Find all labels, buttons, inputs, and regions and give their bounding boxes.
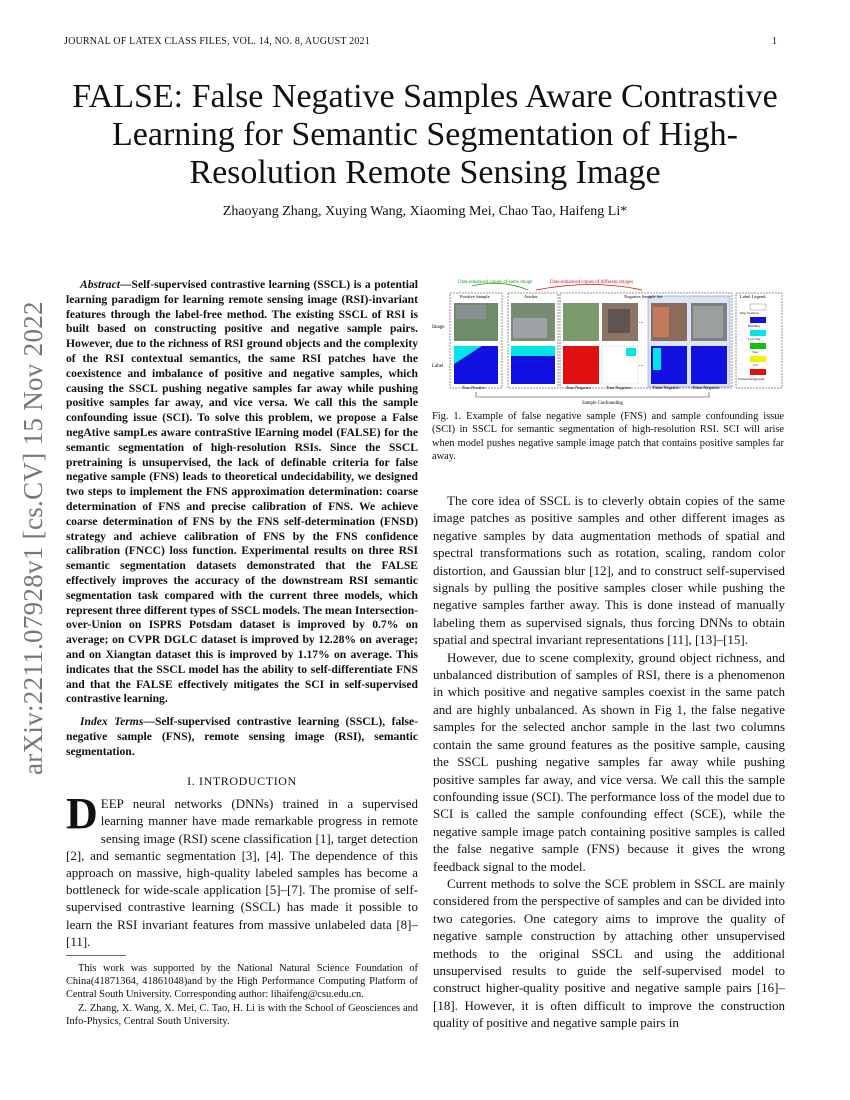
figure-1 bbox=[432, 278, 784, 406]
fig-legend-label-3: Tree bbox=[752, 350, 759, 354]
page-number: 1 bbox=[772, 36, 777, 47]
fig-legend-swatch-5 bbox=[750, 369, 766, 375]
fig-caption-false-negative-1: False Negative bbox=[653, 385, 680, 390]
fig-top-label-green: Data-enhanced copies of same image bbox=[458, 280, 533, 285]
fig-ellipsis-bottom: ... bbox=[639, 362, 644, 368]
fig-label-anchor: Anchor bbox=[524, 294, 538, 299]
fig-img-neg-1 bbox=[563, 303, 599, 341]
fig-ellipsis-top: ... bbox=[639, 319, 644, 325]
paragraph-core-idea: The core idea of SSCL is to cleverly obtain copies of the same image patches as positive samples and other different images as negative samples by data augmentation methods of spatial and spectral transformations such as rotation, scaling, random color distortion, and Gaussian blur [12], and to construct self-supervised signals by pulling the positive samples closer while pushing the negative samples farther away. This is done instead of manually labeling them as supervised signals, thus forcing DNNs to obtain spatial and spectral invariant representations [11], [13]–[15]. bbox=[433, 493, 785, 648]
paragraph-current-methods: Current methods to solve the SCE problem in SSCL are mainly considered from the perspective of samples and can be divided into two categories. One category aims to improve the quality of negative sample construction by attaching other unsupervised methods to the original SSCL and using the additional unsupervised results to guide the self-supervised model to construct higher-quality positive and negative sample pairs [16]–[18]. However, it is often difficult to improve the construction quality of positive and negative sample pairs in bbox=[433, 875, 785, 1031]
figure-caption: Fig. 1. Example of false negative sample (FNS) and sample confounding issue (SCI) in SSCL for semantic segmentation of high-resolution RSI. SCI will arise when model pushes negative sample image patch that contains positive samples far away. bbox=[432, 411, 784, 463]
left-column bbox=[66, 278, 418, 950]
fig-img-anchor-roof bbox=[513, 318, 547, 338]
fig-legend-label-0: Imp. Surfaces bbox=[740, 311, 759, 315]
fig-legend-label-2: Low Veg. bbox=[748, 337, 762, 341]
fig-caption-true-positive: True Positive bbox=[462, 385, 486, 390]
fig-img-positive-roof bbox=[456, 305, 486, 319]
arxiv-stamp: arXiv:2211.07928v1 [cs.CV] 15 Nov 2022 bbox=[18, 301, 48, 775]
index-terms-text: —Self-supervised contrastive learning (SSCL), false-negative sample (FNS), remote sensing image (RSI), semantic segmentation. bbox=[66, 715, 418, 758]
fig-legend-swatch-4 bbox=[750, 356, 766, 362]
fig-lbl-anchor-cyan bbox=[511, 346, 555, 356]
section-heading: I. INTRODUCTION bbox=[187, 773, 297, 788]
right-column bbox=[433, 492, 785, 1032]
footnote-rule bbox=[66, 955, 126, 956]
fig-legend-swatch-3 bbox=[750, 343, 766, 349]
fig-caption-false-negative-2: False Negative bbox=[693, 385, 720, 390]
fig-row-image: Image bbox=[432, 325, 445, 330]
fig-legend-swatch-2 bbox=[750, 330, 766, 336]
fig-label-negative-set: Negative Sample Set bbox=[624, 294, 663, 299]
fig-img-neg-2-roof bbox=[608, 309, 630, 333]
fig-legend-swatch-1 bbox=[750, 317, 766, 323]
fig-legend-label-5: Clutter/background bbox=[738, 377, 765, 381]
running-head: JOURNAL OF LATEX CLASS FILES, VOL. 14, NO. 8, AUGUST 2021 bbox=[64, 36, 370, 47]
fig-lbl-fn-1-mark bbox=[653, 348, 661, 370]
fig-img-fn-2-roof bbox=[693, 306, 723, 338]
dropcap: D bbox=[66, 789, 98, 839]
fig-lbl-neg-1 bbox=[563, 346, 599, 384]
fig-row-label: Label bbox=[432, 364, 444, 369]
fig-lbl-fn-2 bbox=[691, 346, 727, 384]
fig-legend-label-4: Car bbox=[753, 363, 758, 367]
fig-label-positive: Positive Sample bbox=[460, 294, 490, 299]
intro-text: EEP neural networks (DNNs) trained in a supervised learning manner have made remarkable progress in remote sensing image (RSI) scene classification [1], target detection [2], and semantic segmentation [3], [4]. The dependence of this approach on massive, high-quality labeled samples has become a bottleneck for wide-scale application [5]–[7]. The promise of self-supervised contrastive learning (SSCL) has made it possible to learn the RSI invariant features from massive unlabeled data [8]–[11]. bbox=[66, 796, 418, 949]
fig-legend-swatch-0 bbox=[750, 304, 766, 310]
fig-legend-title: Label Legend bbox=[740, 294, 766, 299]
fig-legend-label-1: Building bbox=[748, 324, 760, 328]
fig-caption-true-negative-1: True Negative bbox=[566, 385, 592, 390]
footnote-funding: This work was supported by the National Natural Science Foundation of China(41871364, 41861048)and by the High Performance Computing Platform of Central South University. Corresponding author: lihaifeng@csu.edu.cn. bbox=[66, 963, 418, 1001]
fig-confounding-bracket bbox=[476, 392, 709, 397]
index-terms-lead: Index Terms bbox=[80, 715, 144, 729]
index-terms bbox=[66, 715, 418, 759]
fig-caption-true-negative-2: True Negative bbox=[606, 385, 632, 390]
abstract bbox=[66, 278, 418, 707]
paper-title: FALSE: False Negative Samples Aware Contrastive Learning for Semantic Segmentation of High-Resolution Remote Sensing Image bbox=[72, 78, 778, 191]
fig-sample-confounding: Sample Confounding bbox=[582, 401, 623, 406]
fig-top-label-red: Data-enhanced copies of different images bbox=[550, 280, 634, 285]
footnote-affiliation: Z. Zhang, X. Wang, X. Mei, C. Tao, H. Li is with the School of Geosciences and Info-Physics, Central South University. bbox=[66, 1002, 418, 1027]
abstract-lead: Abstract bbox=[80, 278, 120, 291]
footnotes bbox=[66, 962, 418, 1028]
abstract-text: —Self-supervised contrastive learning (SSCL) is a potential learning paradigm for learning remote sensing image (RSI)-invariant features through the label-free method. The existing SSCL of RSI is built based on constructing positive and negative sample pairs. However, due to the richness of RSI ground objects and the complexity of the RSI contextual semantics, the same RSI patches have the coexistence and imbalance of positive and negative samples, which causing the SSCL pushing negative samples far away while pushing positive samples far away, and vice versa. We call this the sample confounding issue (SCI). To solve this problem, we propose a False negAtive sampLes aware contraStive lEarning model (FALSE) for the semantic segmentation of high-resolution RSIs. Since the SSCL pretraining is unsupervised, the lack of definable criteria for false negative sample (FNS) leads to theoretical undecidability, we designed two steps to implement the FNS approximation determination: coarse determination of FNS and precise calibration of FNS. We achieve coarse determination of FNS by the FNS self-determination (FNSD) strategy and achieve calibration of FNS by the FNS confidence calibration (FNCC) loss function. Experimental results on three RSI semantic segmentation datasets demonstrated that the FALSE effectively improves the accuracy of the downstream RSI semantic segmentation task compared with the current three models, which represent three different types of SSCL models. The mean Intersection-over-Union on ISPRS Potsdam dataset is improved by 0.7% on average; on CVPR DGLC dataset is improved by 12.28% on average; and on Xiangtan dataset this is improved by 1.17% on average. This indicates that the SSCL model has the ability to self-differentiate FNS and that the FALSE effectively mitigates the SCI in self-supervised contrastive learning. bbox=[66, 278, 418, 706]
fig-arrow-red bbox=[536, 285, 642, 291]
fig-lbl-neg-2-mark bbox=[626, 348, 636, 356]
paragraph-scene-complexity: However, due to scene complexity, ground object richness, and unbalanced distribution of samples of RSI, there is a phenomenon in which positive and negative samples coexist in the same patch and are highly unbalanced. As shown in Fig 1, the false negative samples for the selected anchor sample in the last two columns contain the same ground features as the positive sample, causing the SSCL pushing negative samples far away while pushing positive samples far away, and vice versa. We call this the sample confounding issue (SCI). The performance loss of the model due to SCI is called the sample confounding effect (SCE), while the negative sample image patch containing positive samples is called the false negative sample (FNS) because it gives the wrong feedback signal to the model. bbox=[433, 649, 785, 874]
fig-img-fn-1-roof bbox=[653, 307, 669, 337]
intro-paragraph bbox=[66, 789, 418, 950]
authors: Zhaoyang Zhang, Xuying Wang, Xiaoming Mei, Chao Tao, Haifeng Li* bbox=[222, 204, 628, 219]
